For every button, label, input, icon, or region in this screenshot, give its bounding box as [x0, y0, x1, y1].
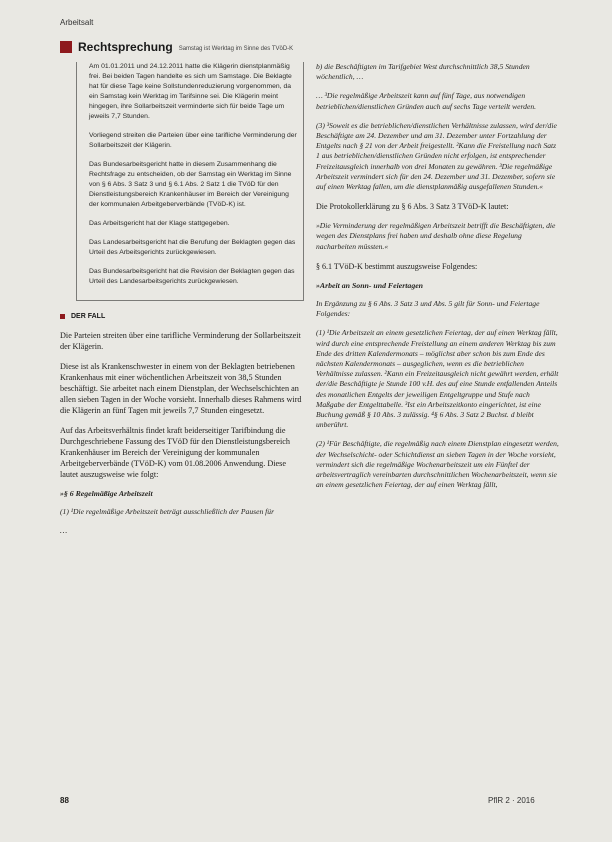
header-marker-icon	[60, 41, 72, 53]
paragraph-intro: § 6.1 TVöD-K bestimmt auszugsweise Folgendes:	[316, 261, 478, 271]
body-paragraph: Diese ist als Krankenschwester in einem von der Beklagten betriebenen Krankenhaus mit einer wöchentlichen Arbeitszeit von 38,5 Stunden beschäftigt. Sie arbeitet nach einem Dienstplan, der Wechselschichten an allen sieben Tagen in der Woche vorsieht. Innerhalb dieses Rahmens wird die Klägerin an fünf Tagen mit jeweils 7,7 Stunden eingesetzt.	[60, 362, 302, 415]
right-column	[316, 62, 560, 500]
statute-heading: »Arbeit an Sonn- und Feiertagen	[316, 280, 424, 290]
body-paragraph: Die Parteien streiten über eine tarifliche Verminderung der Sollarbeitszeit der Klägerin.	[60, 331, 301, 351]
statute-paragraph: (2) ¹Für Beschäftigte, die regelmäßig nach einem Dienstplan eingesetzt werden, der Wechselschicht- oder Schichtdienst an sieben Tagen in der Woche vorsieht, vermindert sich die regelmäßige Wochenarbeitszeit um ein Fünftel der arbeitsvertraglich vereinbarten durchschnittlichen Wochenarbeitszeit, wenn sie an einem gesetzlichen Feiertag, der auf einen Werktag fällt,	[316, 439, 559, 490]
statute-quote	[60, 489, 304, 537]
statute-heading: »§ 6 Regelmäßige Arbeitszeit	[60, 489, 153, 498]
section-heading	[60, 313, 304, 320]
statute-paragraph: (1) ¹Die Arbeitszeit an einem gesetzlichen Feiertag, der auf einen Werktag fällt, wird durch eine entsprechende Freistellung an einem anderen Werktag bis zum Ende des dritten Kalendermonats – möglichst aber schon bis zum Ende des nächsten Kalendermonats – ausgeglichen, wenn es die betrieblichen Verhältnisse zulassen. ²Kann ein Freizeitausgleich nicht gewährt werden, erhält der/die Beschäftigte je Stunde 100 v.H. des auf eine Stunde entfallenden Anteils des monatlichen Entgelts der jeweiligen Entgeltgruppe und Stufe nach Maßgabe der Entgelttabelle. ³Ist ein Arbeitszeitkonto eingerichtet, ist eine Buchung gemäß § 10 Abs. 3 zulässig. ⁴§ 6 Abs. 3 Satz 2 Buchst. d bleibt unberührt.	[316, 328, 559, 430]
running-head-section: Arbeitsalt	[60, 18, 94, 27]
statute-continuation	[316, 62, 560, 192]
section-heading-text: DER FALL	[71, 313, 106, 320]
body-paragraph: Auf das Arbeitsverhältnis findet kraft beiderseitiger Tarifbindung die Durchgeschriebene Fassung des TVöD für den Dienstleistungsbereich Krankenhäuser im Bereich der Vereinigung der kommunalen Arbeitgeberverbände (TVöD-K) vom 01.08.2006 Anwendung. Diese lautet auszugsweise wie folgt:	[60, 426, 290, 479]
statute-paragraph: … ³Die regelmäßige Arbeitszeit kann auf fünf Tage, aus notwendigen betrieblichen/dienstlichen Gründen auch auf sechs Tage verteilt werden.	[316, 91, 537, 111]
summary-paragraph: Am 01.01.2011 und 24.12.2011 hatte die Klägerin dienstplanmäßig frei. Bei beiden Tagen handelte es sich um Samstage. Die Beklagte hat für diese Tage keine Sollstundenreduzierung vorgenommen, da ein Samstag kein Werktag im Tarifsinne sei. Die Klägerin meint hingegen, ihre Sollarbeitszeit verminderte sich für beide Tage um jeweils 7,7 Stunden.	[89, 63, 292, 120]
page-number: 88	[60, 796, 69, 805]
sunday-holiday-quote	[316, 281, 560, 491]
summary-box	[76, 62, 304, 301]
case-body	[60, 330, 304, 480]
summary-paragraph: Das Landesarbeitsgericht hat die Berufung der Beklagten gegen das Urteil des Arbeitsgerichts zurückgewiesen.	[89, 239, 296, 256]
statute-paragraph: (3) ³Soweit es die betrieblichen/dienstlichen Verhältnisse zulassen, wird der/die Beschäftigte am 24. Dezember und am 31. Dezember unter Fortzahlung der Entgelts nach § 21 von der Arbeit freigestellt. ²Kann die Freistellung nach Satz 1 aus betrieblichen/dienstlichen Gründen nicht erfolgen, ist entsprechender Freizeitausgleich innerhalb von drei Monaten zu gewähren. ³Die regelmäßige Arbeitszeit vermindert sich für den 24. Dezember und 31. Dezember, sofern sie auf einen Werktag fallen, um die dienstplanmäßig ausgefallenen Stunden.«	[316, 120, 557, 192]
summary-paragraph: Das Arbeitsgericht hat der Klage stattgegeben.	[89, 220, 230, 227]
summary-paragraph: Vorliegend streiten die Parteien über eine tarifliche Verminderung der Sollarbeitszeit der Klägerin.	[89, 132, 297, 149]
statute-paragraph: b) die Beschäftigten im Tarifgebiet West durchschnittlich 38,5 Stunden wöchentlich, …	[316, 62, 530, 82]
protocol-text: »Die Verminderung der regelmäßigen Arbeitszeit betrifft die Beschäftigten, die wegen des Dienstplans frei haben und deshalb ohne diese Regelung nacharbeiten müssten.«	[316, 221, 556, 251]
protocol-quote	[316, 221, 560, 252]
summary-paragraph: Das Bundesarbeitsgericht hat die Revision der Beklagten gegen das Urteil des Landesarbeitsgerichts zurückgewiesen.	[89, 268, 295, 285]
protocol-intro: Die Protokollerklärung zu § 6 Abs. 3 Satz 3 TVöD-K lautet:	[316, 202, 509, 212]
running-head	[60, 40, 293, 54]
journal-issue: PflR 2 · 2016	[488, 796, 535, 805]
left-column	[60, 62, 304, 537]
section-bullet-icon	[60, 314, 65, 319]
statute-paragraph: In Ergänzung zu § 6 Abs. 3 Satz 3 und Abs. 5 gilt für Sonn- und Feiertage Folgendes:	[316, 299, 540, 319]
ellipsis: …	[60, 526, 68, 536]
summary-paragraph: Das Bundesarbeitsgericht hatte in diesem Zusammenhang die Rechtsfrage zu entscheiden, ob der Samstag ein Werktag im Sinne von § 6 Abs. 3 Satz 3 und § 6.1 Abs. 2 Satz 1 die TVöD für den Dienstleistungsbereich Krankenhäuser im Bereich der Vereinigung der kommunalen Arbeitgeberverbände (TVöD-K) ist.	[89, 161, 292, 208]
running-head-subtitle: Samstag ist Werktag im Sinne des TVöD-K	[178, 45, 294, 52]
running-head-title: Rechtsprechung	[78, 40, 173, 54]
statute-paragraph: (1) ¹Die regelmäßige Arbeitszeit beträgt ausschließlich der Pausen für	[60, 507, 275, 517]
